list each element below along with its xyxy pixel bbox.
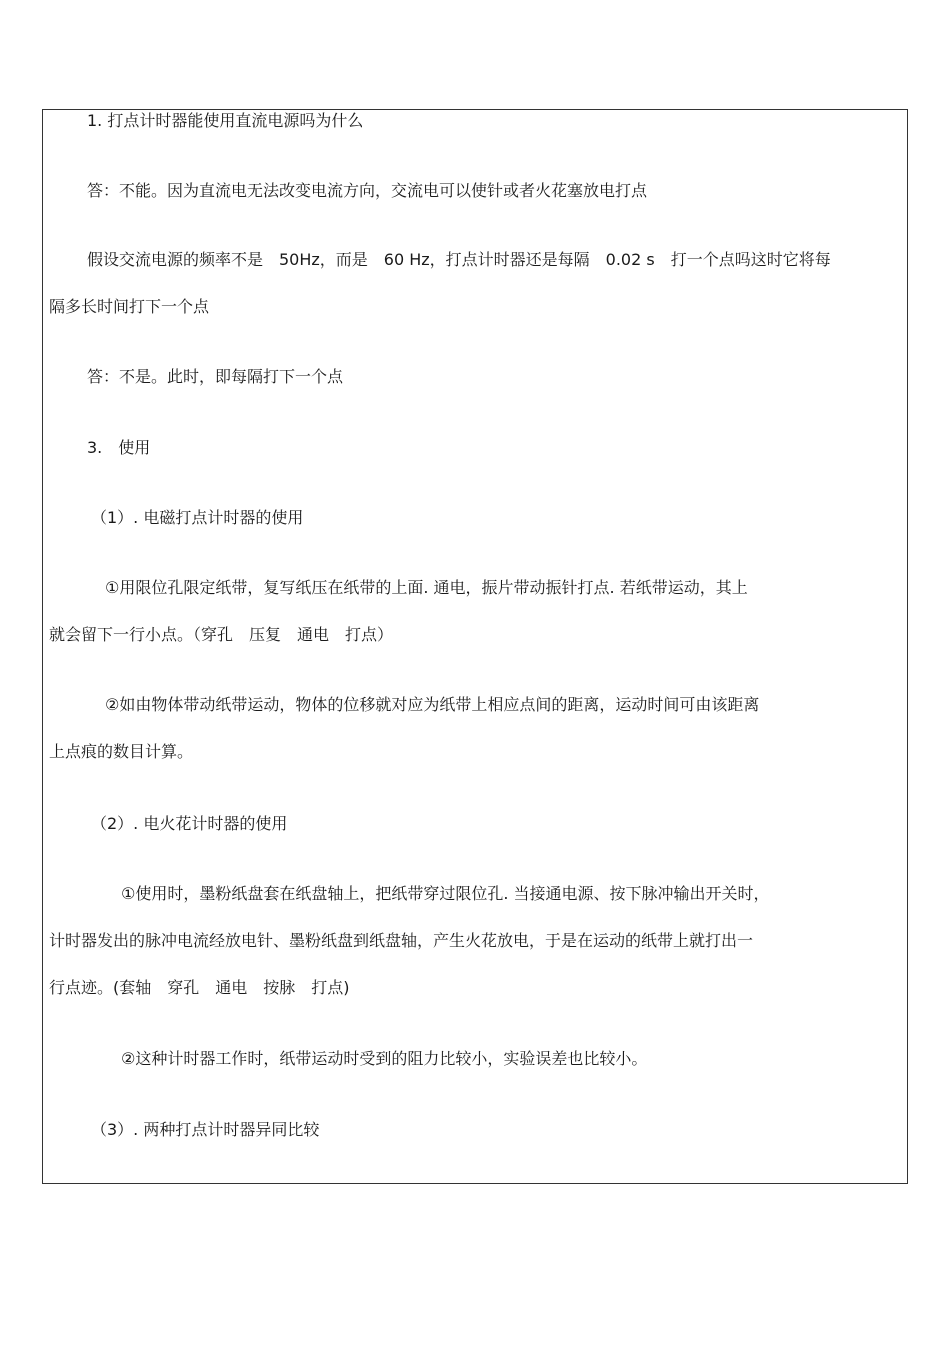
subsection-2-heading: （2）. 电火花计时器的使用 [91,814,288,833]
answer-2: 答：不是。此时，即每隔打下一个点 [87,367,344,386]
section-3-heading: 3. 使用 [87,438,151,457]
content-frame [42,109,908,1184]
question-1: 1. 打点计时器能使用直流电源吗为什么 [87,111,364,130]
subsection-2-paragraph-2: ②这种计时器工作时，纸带运动时受到的阻力比较小，实验误差也比较小。 [121,1049,648,1068]
subsection-2-paragraph-1-line-3: 行点迹。(套轴 穿孔 通电 按脉 打点) [49,978,350,997]
subsection-3-heading: （3）. 两种打点计时器异同比较 [91,1120,320,1139]
subsection-1-paragraph-1-line-1: ①用限位孔限定纸带，复写纸压在纸带的上面. 通电，振片带动振针打点. 若纸带运动，其上 [105,578,748,597]
subsection-1-heading: （1）. 电磁打点计时器的使用 [91,508,304,527]
subsection-1-paragraph-1-line-2: 就会留下一行小点。（穿孔 压复 通电 打点） [49,625,394,644]
subsection-2-paragraph-1-line-1: ①使用时，墨粉纸盘套在纸盘轴上，把纸带穿过限位孔. 当接通电源、按下脉冲输出开关时， [121,884,770,903]
subsection-1-paragraph-2-line-1: ②如由物体带动纸带运动，物体的位移就对应为纸带上相应点间的距离，运动时间可由该距离 [105,695,760,714]
answer-1: 答：不能。因为直流电无法改变电流方向，交流电可以使针或者火花塞放电打点 [87,181,648,200]
subsection-2-paragraph-1-line-2: 计时器发出的脉冲电流经放电针、墨粉纸盘到纸盘轴，产生火花放电，于是在运动的纸带上就打出一 [49,931,754,950]
question-2-line-2: 隔多长时间打下一个点 [49,297,210,316]
subsection-1-paragraph-2-line-2: 上点痕的数目计算。 [49,742,194,761]
question-2-line-1: 假设交流电源的频率不是 50Hz，而是 60 Hz，打点计时器还是每隔 0.02 s 打一个点吗这时它将每 [87,250,831,269]
